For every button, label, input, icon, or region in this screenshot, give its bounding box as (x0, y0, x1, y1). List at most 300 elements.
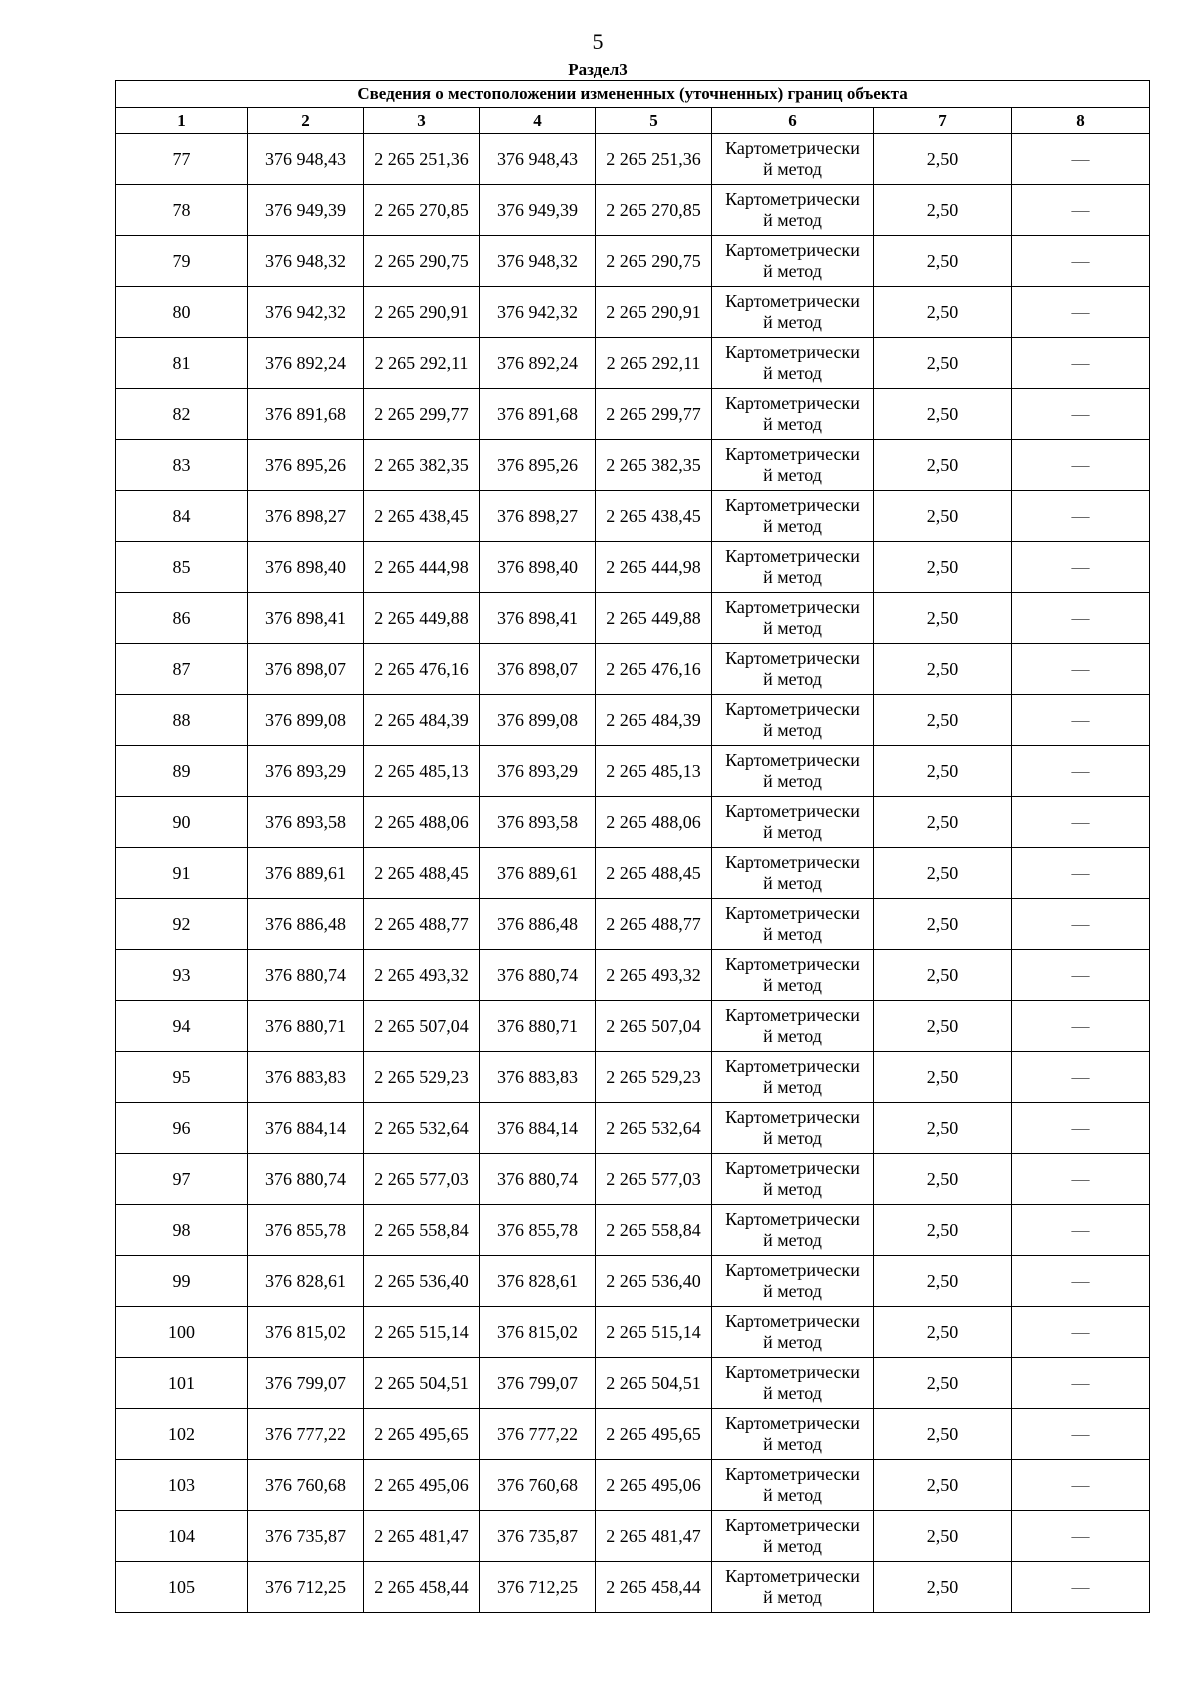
coordinate-y-cell: 2 265 515,14 (364, 1307, 480, 1358)
method-line: й метод (763, 312, 822, 332)
method-cell (712, 899, 874, 950)
accuracy-cell: 2,50 (874, 695, 1012, 746)
method-line: й метод (763, 771, 822, 791)
coordinate-x-cell: 376 880,74 (480, 1154, 596, 1205)
description-cell: — (1012, 134, 1150, 185)
method-line: й метод (763, 822, 822, 842)
coordinate-y-cell: 2 265 476,16 (364, 644, 480, 695)
accuracy-cell: 2,50 (874, 1307, 1012, 1358)
accuracy-cell: 2,50 (874, 440, 1012, 491)
method-cell (712, 848, 874, 899)
description-cell: — (1012, 695, 1150, 746)
point-number-cell: 98 (116, 1205, 248, 1256)
coordinate-x-cell: 376 893,29 (480, 746, 596, 797)
method-cell (712, 1460, 874, 1511)
table-row (116, 1511, 1150, 1562)
coordinate-x-cell: 376 891,68 (248, 389, 364, 440)
method-line: Картометрически (725, 291, 860, 311)
method-line: й метод (763, 1536, 822, 1556)
boundary-coordinates-table (115, 80, 1150, 1613)
method-cell (712, 695, 874, 746)
coordinate-y-cell: 2 265 251,36 (364, 134, 480, 185)
method-cell (712, 1256, 874, 1307)
coordinate-x-cell: 376 892,24 (480, 338, 596, 389)
method-line: Картометрически (725, 597, 860, 617)
column-number: 4 (480, 108, 596, 134)
coordinate-y-cell: 2 265 488,06 (596, 797, 712, 848)
method-line: Картометрически (725, 495, 860, 515)
coordinate-x-cell: 376 883,83 (480, 1052, 596, 1103)
coordinate-y-cell: 2 265 515,14 (596, 1307, 712, 1358)
table-row (116, 338, 1150, 389)
accuracy-cell: 2,50 (874, 491, 1012, 542)
column-number: 8 (1012, 108, 1150, 134)
accuracy-cell: 2,50 (874, 1358, 1012, 1409)
coordinate-x-cell: 376 760,68 (248, 1460, 364, 1511)
method-cell (712, 440, 874, 491)
coordinate-x-cell: 376 898,27 (480, 491, 596, 542)
method-line: й метод (763, 924, 822, 944)
coordinate-y-cell: 2 265 290,75 (596, 236, 712, 287)
table-row (116, 1052, 1150, 1103)
description-cell: — (1012, 236, 1150, 287)
method-line: Картометрически (725, 1260, 860, 1280)
coordinate-x-cell: 376 889,61 (248, 848, 364, 899)
coordinate-x-cell: 376 899,08 (480, 695, 596, 746)
method-line: Картометрически (725, 1362, 860, 1382)
accuracy-cell: 2,50 (874, 848, 1012, 899)
coordinate-x-cell: 376 712,25 (248, 1562, 364, 1613)
coordinate-y-cell: 2 265 488,77 (364, 899, 480, 950)
coordinate-x-cell: 376 948,32 (480, 236, 596, 287)
table-row (116, 134, 1150, 185)
point-number-cell: 91 (116, 848, 248, 899)
column-number: 1 (116, 108, 248, 134)
coordinate-x-cell: 376 735,87 (480, 1511, 596, 1562)
table-row (116, 1205, 1150, 1256)
point-number-cell: 102 (116, 1409, 248, 1460)
coordinate-x-cell: 376 880,74 (248, 950, 364, 1001)
accuracy-cell: 2,50 (874, 389, 1012, 440)
point-number-cell: 84 (116, 491, 248, 542)
accuracy-cell: 2,50 (874, 1256, 1012, 1307)
coordinate-y-cell: 2 265 558,84 (596, 1205, 712, 1256)
method-cell (712, 1307, 874, 1358)
table-row (116, 1307, 1150, 1358)
table-caption: Сведения о местоположении измененных (уточненных) границ объекта (116, 81, 1150, 108)
coordinate-y-cell: 2 265 577,03 (596, 1154, 712, 1205)
table-row (116, 848, 1150, 899)
coordinate-y-cell: 2 265 507,04 (364, 1001, 480, 1052)
method-line: Картометрически (725, 1311, 860, 1331)
column-number: 7 (874, 108, 1012, 134)
coordinate-y-cell: 2 265 444,98 (596, 542, 712, 593)
point-number-cell: 88 (116, 695, 248, 746)
description-cell: — (1012, 1052, 1150, 1103)
coordinate-y-cell: 2 265 382,35 (596, 440, 712, 491)
description-cell: — (1012, 797, 1150, 848)
coordinate-x-cell: 376 898,41 (480, 593, 596, 644)
method-line: Картометрически (725, 1413, 860, 1433)
coordinate-x-cell: 376 735,87 (248, 1511, 364, 1562)
method-line: й метод (763, 873, 822, 893)
description-cell: — (1012, 1562, 1150, 1613)
coordinate-x-cell: 376 898,40 (248, 542, 364, 593)
coordinate-x-cell: 376 855,78 (480, 1205, 596, 1256)
description-cell: — (1012, 1103, 1150, 1154)
coordinate-y-cell: 2 265 485,13 (596, 746, 712, 797)
method-line: Картометрически (725, 1158, 860, 1178)
coordinate-x-cell: 376 891,68 (480, 389, 596, 440)
description-cell: — (1012, 338, 1150, 389)
description-cell: — (1012, 1460, 1150, 1511)
coordinate-y-cell: 2 265 299,77 (364, 389, 480, 440)
method-cell (712, 644, 874, 695)
point-number-cell: 80 (116, 287, 248, 338)
coordinate-y-cell: 2 265 299,77 (596, 389, 712, 440)
method-line: й метод (763, 669, 822, 689)
table-row (116, 899, 1150, 950)
method-cell (712, 797, 874, 848)
method-line: Картометрически (725, 138, 860, 158)
method-cell (712, 593, 874, 644)
description-cell: — (1012, 593, 1150, 644)
coordinate-y-cell: 2 265 458,44 (364, 1562, 480, 1613)
point-number-cell: 92 (116, 899, 248, 950)
coordinate-x-cell: 376 942,32 (248, 287, 364, 338)
accuracy-cell: 2,50 (874, 134, 1012, 185)
method-line: Картометрически (725, 699, 860, 719)
method-line: й метод (763, 516, 822, 536)
accuracy-cell: 2,50 (874, 542, 1012, 593)
coordinate-y-cell: 2 265 481,47 (364, 1511, 480, 1562)
point-number-cell: 93 (116, 950, 248, 1001)
coordinate-y-cell: 2 265 529,23 (596, 1052, 712, 1103)
method-cell (712, 1154, 874, 1205)
coordinate-x-cell: 376 880,71 (248, 1001, 364, 1052)
point-number-cell: 77 (116, 134, 248, 185)
method-cell (712, 950, 874, 1001)
method-line: й метод (763, 1026, 822, 1046)
coordinate-x-cell: 376 893,58 (248, 797, 364, 848)
coordinate-x-cell: 376 893,29 (248, 746, 364, 797)
coordinate-x-cell: 376 799,07 (480, 1358, 596, 1409)
coordinate-x-cell: 376 898,40 (480, 542, 596, 593)
table-row (116, 1460, 1150, 1511)
accuracy-cell: 2,50 (874, 1052, 1012, 1103)
method-line: й метод (763, 720, 822, 740)
method-line: Картометрически (725, 546, 860, 566)
method-cell (712, 1052, 874, 1103)
coordinate-x-cell: 376 884,14 (480, 1103, 596, 1154)
method-line: Картометрически (725, 852, 860, 872)
table-row (116, 185, 1150, 236)
coordinate-y-cell: 2 265 476,16 (596, 644, 712, 695)
accuracy-cell: 2,50 (874, 1205, 1012, 1256)
coordinate-y-cell: 2 265 270,85 (596, 185, 712, 236)
table-row (116, 287, 1150, 338)
table-row (116, 644, 1150, 695)
description-cell: — (1012, 542, 1150, 593)
coordinate-y-cell: 2 265 577,03 (364, 1154, 480, 1205)
method-cell (712, 1358, 874, 1409)
coordinate-y-cell: 2 265 458,44 (596, 1562, 712, 1613)
method-cell (712, 1205, 874, 1256)
description-cell: — (1012, 389, 1150, 440)
coordinate-y-cell: 2 265 532,64 (596, 1103, 712, 1154)
coordinate-x-cell: 376 815,02 (480, 1307, 596, 1358)
accuracy-cell: 2,50 (874, 236, 1012, 287)
method-line: й метод (763, 261, 822, 281)
coordinate-x-cell: 376 898,27 (248, 491, 364, 542)
coordinate-y-cell: 2 265 495,06 (364, 1460, 480, 1511)
column-number: 5 (596, 108, 712, 134)
point-number-cell: 103 (116, 1460, 248, 1511)
coordinate-y-cell: 2 265 444,98 (364, 542, 480, 593)
method-line: й метод (763, 159, 822, 179)
method-line: й метод (763, 1332, 822, 1352)
accuracy-cell: 2,50 (874, 1511, 1012, 1562)
method-line: й метод (763, 1587, 822, 1607)
description-cell: — (1012, 1001, 1150, 1052)
table-row (116, 236, 1150, 287)
method-cell (712, 236, 874, 287)
coordinate-x-cell: 376 799,07 (248, 1358, 364, 1409)
coordinate-x-cell: 376 777,22 (248, 1409, 364, 1460)
coordinate-y-cell: 2 265 493,32 (364, 950, 480, 1001)
description-cell: — (1012, 1205, 1150, 1256)
point-number-cell: 104 (116, 1511, 248, 1562)
method-line: Картометрически (725, 1056, 860, 1076)
method-line: й метод (763, 1128, 822, 1148)
coordinate-y-cell: 2 265 484,39 (364, 695, 480, 746)
table-row (116, 593, 1150, 644)
method-line: Картометрически (725, 1209, 860, 1229)
coordinate-y-cell: 2 265 488,45 (364, 848, 480, 899)
coordinate-y-cell: 2 265 529,23 (364, 1052, 480, 1103)
description-cell: — (1012, 848, 1150, 899)
coordinate-y-cell: 2 265 481,47 (596, 1511, 712, 1562)
accuracy-cell: 2,50 (874, 287, 1012, 338)
table-body (116, 134, 1150, 1613)
coordinate-y-cell: 2 265 290,91 (364, 287, 480, 338)
method-cell (712, 1103, 874, 1154)
coordinate-y-cell: 2 265 488,77 (596, 899, 712, 950)
column-number: 6 (712, 108, 874, 134)
method-line: й метод (763, 465, 822, 485)
method-line: Картометрически (725, 240, 860, 260)
point-number-cell: 83 (116, 440, 248, 491)
table-row (116, 389, 1150, 440)
point-number-cell: 100 (116, 1307, 248, 1358)
method-line: й метод (763, 1230, 822, 1250)
description-cell: — (1012, 1511, 1150, 1562)
method-line: й метод (763, 1179, 822, 1199)
description-cell: — (1012, 644, 1150, 695)
method-line: Картометрически (725, 750, 860, 770)
accuracy-cell: 2,50 (874, 746, 1012, 797)
point-number-cell: 99 (116, 1256, 248, 1307)
accuracy-cell: 2,50 (874, 1154, 1012, 1205)
point-number-cell: 95 (116, 1052, 248, 1103)
coordinate-x-cell: 376 712,25 (480, 1562, 596, 1613)
accuracy-cell: 2,50 (874, 593, 1012, 644)
coordinate-x-cell: 376 898,07 (480, 644, 596, 695)
description-cell: — (1012, 1409, 1150, 1460)
method-line: Картометрически (725, 1515, 860, 1535)
method-cell (712, 287, 874, 338)
coordinate-x-cell: 376 942,32 (480, 287, 596, 338)
accuracy-cell: 2,50 (874, 185, 1012, 236)
accuracy-cell: 2,50 (874, 1103, 1012, 1154)
coordinate-y-cell: 2 265 493,32 (596, 950, 712, 1001)
point-number-cell: 105 (116, 1562, 248, 1613)
coordinate-x-cell: 376 889,61 (480, 848, 596, 899)
coordinate-y-cell: 2 265 507,04 (596, 1001, 712, 1052)
method-line: й метод (763, 567, 822, 587)
method-line: й метод (763, 1434, 822, 1454)
coordinate-y-cell: 2 265 488,45 (596, 848, 712, 899)
point-number-cell: 90 (116, 797, 248, 848)
method-line: й метод (763, 975, 822, 995)
coordinate-y-cell: 2 265 504,51 (364, 1358, 480, 1409)
description-cell: — (1012, 899, 1150, 950)
coordinate-x-cell: 376 777,22 (480, 1409, 596, 1460)
method-line: й метод (763, 210, 822, 230)
coordinate-x-cell: 376 828,61 (480, 1256, 596, 1307)
method-cell (712, 1001, 874, 1052)
coordinate-x-cell: 376 886,48 (248, 899, 364, 950)
method-line: Картометрически (725, 189, 860, 209)
coordinate-x-cell: 376 892,24 (248, 338, 364, 389)
coordinate-x-cell: 376 828,61 (248, 1256, 364, 1307)
method-line: й метод (763, 363, 822, 383)
method-line: Картометрически (725, 1107, 860, 1127)
table-row (116, 1358, 1150, 1409)
table-row (116, 1562, 1150, 1613)
description-cell: — (1012, 1358, 1150, 1409)
accuracy-cell: 2,50 (874, 1001, 1012, 1052)
description-cell: — (1012, 1154, 1150, 1205)
method-cell (712, 134, 874, 185)
coordinate-x-cell: 376 880,74 (248, 1154, 364, 1205)
point-number-cell: 82 (116, 389, 248, 440)
method-line: й метод (763, 618, 822, 638)
coordinate-x-cell: 376 895,26 (248, 440, 364, 491)
method-line: й метод (763, 1485, 822, 1505)
table-row (116, 746, 1150, 797)
accuracy-cell: 2,50 (874, 1409, 1012, 1460)
coordinate-x-cell: 376 899,08 (248, 695, 364, 746)
accuracy-cell: 2,50 (874, 797, 1012, 848)
method-line: Картометрически (725, 801, 860, 821)
coordinate-y-cell: 2 265 449,88 (364, 593, 480, 644)
coordinate-y-cell: 2 265 251,36 (596, 134, 712, 185)
table-row (116, 695, 1150, 746)
coordinate-y-cell: 2 265 532,64 (364, 1103, 480, 1154)
coordinate-y-cell: 2 265 438,45 (364, 491, 480, 542)
point-number-cell: 89 (116, 746, 248, 797)
description-cell: — (1012, 287, 1150, 338)
coordinate-x-cell: 376 895,26 (480, 440, 596, 491)
table-row (116, 950, 1150, 1001)
point-number-cell: 101 (116, 1358, 248, 1409)
table-row (116, 440, 1150, 491)
coordinate-y-cell: 2 265 536,40 (364, 1256, 480, 1307)
coordinate-x-cell: 376 883,83 (248, 1052, 364, 1103)
table-row (116, 1154, 1150, 1205)
method-line: Картометрически (725, 903, 860, 923)
coordinate-y-cell: 2 265 290,91 (596, 287, 712, 338)
method-line: Картометрически (725, 1005, 860, 1025)
method-cell (712, 1511, 874, 1562)
coordinate-y-cell: 2 265 292,11 (364, 338, 480, 389)
method-line: й метод (763, 1383, 822, 1403)
point-number-cell: 97 (116, 1154, 248, 1205)
point-number-cell: 81 (116, 338, 248, 389)
method-cell (712, 389, 874, 440)
point-number-cell: 79 (116, 236, 248, 287)
coordinate-x-cell: 376 815,02 (248, 1307, 364, 1358)
coordinate-x-cell: 376 949,39 (480, 185, 596, 236)
point-number-cell: 78 (116, 185, 248, 236)
coordinate-x-cell: 376 893,58 (480, 797, 596, 848)
accuracy-cell: 2,50 (874, 644, 1012, 695)
method-line: Картометрически (725, 1464, 860, 1484)
method-line: Картометрически (725, 444, 860, 464)
table-row (116, 491, 1150, 542)
description-cell: — (1012, 440, 1150, 491)
method-line: Картометрически (725, 954, 860, 974)
description-cell: — (1012, 1256, 1150, 1307)
method-cell (712, 1562, 874, 1613)
coordinate-x-cell: 376 898,07 (248, 644, 364, 695)
coordinate-x-cell: 376 880,74 (480, 950, 596, 1001)
point-number-cell: 87 (116, 644, 248, 695)
coordinate-y-cell: 2 265 536,40 (596, 1256, 712, 1307)
method-cell (712, 542, 874, 593)
accuracy-cell: 2,50 (874, 950, 1012, 1001)
coordinate-y-cell: 2 265 485,13 (364, 746, 480, 797)
column-number: 3 (364, 108, 480, 134)
column-number-row (116, 108, 1150, 134)
accuracy-cell: 2,50 (874, 899, 1012, 950)
description-cell: — (1012, 185, 1150, 236)
method-line: Картометрически (725, 1566, 860, 1586)
method-line: Картометрически (725, 342, 860, 362)
coordinate-y-cell: 2 265 292,11 (596, 338, 712, 389)
method-line: Картометрически (725, 648, 860, 668)
table-row (116, 1256, 1150, 1307)
method-line: Картометрически (725, 393, 860, 413)
coordinate-y-cell: 2 265 495,65 (596, 1409, 712, 1460)
method-cell (712, 1409, 874, 1460)
coordinate-y-cell: 2 265 488,06 (364, 797, 480, 848)
coordinate-x-cell: 376 886,48 (480, 899, 596, 950)
column-number: 2 (248, 108, 364, 134)
coordinate-y-cell: 2 265 484,39 (596, 695, 712, 746)
table-row (116, 797, 1150, 848)
description-cell: — (1012, 950, 1150, 1001)
method-cell (712, 185, 874, 236)
table-row (116, 542, 1150, 593)
method-cell (712, 746, 874, 797)
method-line: й метод (763, 414, 822, 434)
method-cell (712, 491, 874, 542)
coordinate-x-cell: 376 948,43 (480, 134, 596, 185)
description-cell: — (1012, 1307, 1150, 1358)
point-number-cell: 96 (116, 1103, 248, 1154)
